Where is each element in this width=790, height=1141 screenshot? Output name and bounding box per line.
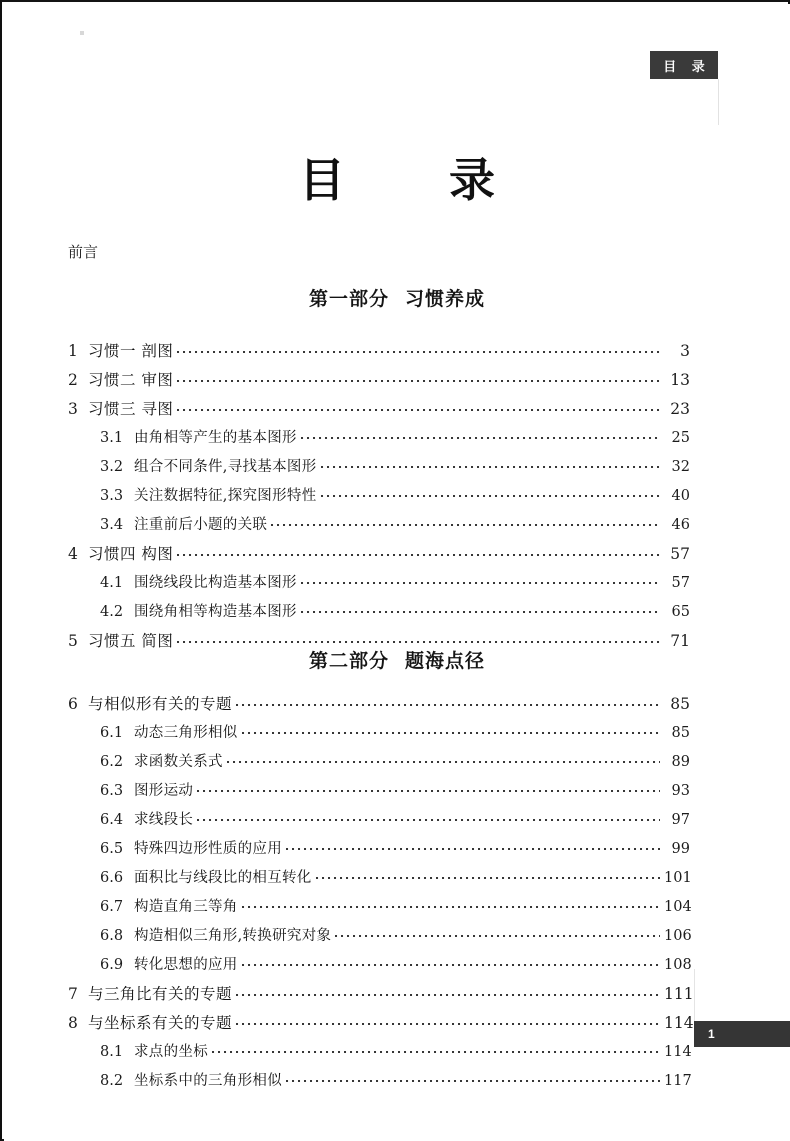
toc-entry-title: 由角相等产生的基本图形	[134, 430, 297, 446]
toc-entry-page: 85	[670, 695, 690, 713]
toc-entry-number: 8.1	[100, 1044, 124, 1060]
page-title: 目 录	[298, 153, 539, 207]
toc-entry-number: 3.1	[100, 430, 124, 446]
toc-entry-page: 117	[664, 1073, 692, 1089]
toc-entry-page: 101	[664, 870, 692, 886]
page-paper	[4, 4, 790, 1141]
toc-entry-title: 习惯一 剖图	[88, 342, 174, 360]
toc-leader-dots	[242, 723, 660, 738]
toc-entry[interactable]	[68, 953, 690, 982]
toc-entry-title: 构造相似三角形,转换研究对象	[134, 928, 332, 944]
toc-entry[interactable]	[68, 513, 690, 542]
toc-entry-number: 3.2	[100, 459, 124, 475]
toc-list-part-2	[68, 692, 694, 1098]
toc-leader-dots	[321, 457, 660, 472]
toc-leader-dots	[236, 694, 660, 710]
toc-leader-dots	[177, 370, 660, 386]
toc-leader-dots	[212, 1042, 660, 1057]
part-1-title: 习惯养成	[405, 288, 486, 310]
toc-entry-page: 89	[671, 754, 690, 770]
toc-entry[interactable]	[68, 339, 690, 368]
toc-entry[interactable]	[68, 837, 690, 866]
toc-leader-dots	[321, 486, 660, 501]
toc-leader-dots	[301, 573, 660, 588]
toc-entry[interactable]	[68, 750, 690, 779]
toc-leader-dots	[177, 544, 660, 560]
toc-entry-title: 与三角比有关的专题	[88, 985, 233, 1003]
toc-leader-dots	[316, 868, 660, 883]
toc-entry-number: 2	[68, 371, 78, 389]
footer-page-tab	[694, 1021, 790, 1047]
toc-entry-number: 7	[68, 985, 78, 1003]
toc-entry[interactable]	[68, 895, 690, 924]
toc-entry-page: 114	[664, 1014, 694, 1032]
toc-leader-dots	[177, 341, 660, 357]
toc-entry-page: 85	[671, 725, 690, 741]
toc-leader-dots	[197, 810, 660, 825]
toc-entry-title: 围绕线段比构造基本图形	[134, 575, 297, 591]
toc-entry-page: 57	[671, 575, 690, 591]
toc-leader-dots	[242, 955, 660, 970]
toc-entry[interactable]	[68, 455, 690, 484]
toc-leader-dots	[286, 1071, 660, 1086]
toc-entry-number: 6.8	[100, 928, 124, 944]
toc-leader-dots	[242, 897, 660, 912]
toc-entry[interactable]	[68, 1069, 690, 1098]
toc-leader-dots	[197, 781, 660, 796]
part-2-number: 第二部分	[308, 650, 389, 672]
toc-entry-title: 转化思想的应用	[134, 957, 238, 973]
header-rule	[718, 79, 719, 125]
toc-leader-dots	[301, 602, 660, 617]
toc-entry-number: 6.2	[100, 754, 124, 770]
toc-list-part-1	[68, 339, 690, 658]
toc-entry[interactable]	[68, 692, 690, 721]
toc-entry-page: 46	[671, 517, 690, 533]
footer-rule	[694, 969, 695, 1021]
toc-entry-title: 关注数据特征,探究图形特性	[134, 488, 317, 504]
toc-entry-title: 注重前后小题的关联	[134, 517, 268, 533]
toc-entry-title: 图形运动	[134, 783, 194, 799]
toc-entry[interactable]	[68, 600, 690, 629]
toc-entry-number: 6.9	[100, 957, 124, 973]
toc-entry-number: 6.3	[100, 783, 124, 799]
toc-entry-number: 6.7	[100, 899, 124, 915]
toc-entry-number: 3.3	[100, 488, 124, 504]
toc-entry-page: 57	[670, 545, 690, 563]
toc-entry-title: 求线段长	[134, 812, 194, 828]
toc-entry-number: 3.4	[100, 517, 124, 533]
toc-entry-page: 99	[671, 841, 690, 857]
toc-entry-number: 4	[68, 545, 78, 563]
toc-leader-dots	[335, 926, 660, 941]
toc-leader-dots	[227, 752, 660, 767]
toc-entry[interactable]	[68, 484, 690, 513]
toc-entry-page: 108	[664, 957, 692, 973]
toc-leader-dots	[236, 984, 660, 1000]
toc-entry[interactable]	[68, 866, 690, 895]
toc-entry-title: 特殊四边形性质的应用	[134, 841, 282, 857]
toc-entry-title: 围绕角相等构造基本图形	[134, 604, 297, 620]
part-heading-2	[4, 646, 790, 673]
toc-entry-title: 与坐标系有关的专题	[88, 1014, 233, 1032]
toc-entry-number: 1	[68, 342, 78, 360]
toc-entry[interactable]	[68, 982, 694, 1011]
toc-entry[interactable]	[68, 1011, 694, 1040]
toc-leader-dots	[177, 399, 660, 415]
toc-entry-number: 4.1	[100, 575, 124, 591]
toc-entry[interactable]	[68, 542, 690, 571]
toc-entry-number: 6.5	[100, 841, 124, 857]
part-1-number: 第一部分	[308, 288, 389, 310]
toc-entry-page: 3	[680, 342, 690, 360]
toc-entry-page: 40	[671, 488, 690, 504]
toc-entry-page: 111	[664, 985, 694, 1003]
toc-entry-number: 3	[68, 400, 78, 418]
toc-entry-page: 93	[671, 783, 690, 799]
toc-entry-number: 6.4	[100, 812, 124, 828]
part-2-title: 题海点径	[405, 650, 486, 672]
toc-entry[interactable]	[68, 571, 690, 600]
toc-entry-title: 习惯二 审图	[88, 371, 174, 389]
toc-entry[interactable]	[68, 924, 690, 953]
footer-page-number: 1	[708, 1027, 715, 1041]
toc-entry-number: 5	[68, 632, 78, 650]
toc-leader-dots	[286, 839, 660, 854]
toc-entry-title: 组合不同条件,寻找基本图形	[134, 459, 317, 475]
toc-leader-dots	[301, 428, 660, 443]
toc-entry-title: 与相似形有关的专题	[88, 695, 233, 713]
toc-entry[interactable]	[68, 397, 690, 426]
part-heading-1	[4, 284, 790, 311]
preface-entry: 前言	[68, 243, 99, 261]
toc-entry-number: 8	[68, 1014, 78, 1032]
toc-entry-page: 114	[664, 1044, 692, 1060]
toc-entry-page: 97	[671, 812, 690, 828]
toc-entry-page: 71	[670, 632, 690, 650]
toc-entry-title: 坐标系中的三角形相似	[134, 1073, 282, 1089]
toc-entry-page: 23	[670, 400, 690, 418]
toc-entry[interactable]	[68, 1040, 690, 1069]
scan-speck	[80, 31, 84, 35]
toc-entry-title: 习惯五 简图	[88, 632, 174, 650]
toc-entry-page: 32	[671, 459, 690, 475]
toc-leader-dots	[271, 515, 660, 530]
toc-entry[interactable]	[68, 721, 690, 750]
running-header-label: 目 录	[663, 58, 711, 74]
toc-entry-number: 6.6	[100, 870, 124, 886]
toc-entry[interactable]	[68, 779, 690, 808]
toc-entry-title: 求函数关系式	[134, 754, 223, 770]
toc-entry[interactable]	[68, 808, 690, 837]
toc-entry-page: 106	[664, 928, 692, 944]
running-header-tab	[650, 51, 718, 79]
toc-entry-title: 动态三角形相似	[134, 725, 238, 741]
toc-entry-title: 构造直角三等角	[134, 899, 238, 915]
toc-entry[interactable]	[68, 426, 690, 455]
toc-entry-number: 6	[68, 695, 78, 713]
toc-entry-title: 习惯四 构图	[88, 545, 174, 563]
toc-entry-page: 65	[671, 604, 690, 620]
toc-entry[interactable]	[68, 368, 690, 397]
toc-entry-title: 求点的坐标	[134, 1044, 208, 1060]
toc-entry-page: 104	[664, 899, 692, 915]
toc-leader-dots	[177, 631, 660, 647]
toc-entry-title: 习惯三 寻图	[88, 400, 174, 418]
toc-entry-page: 13	[670, 371, 690, 389]
toc-entry-number: 8.2	[100, 1073, 124, 1089]
toc-entry-number: 4.2	[100, 604, 124, 620]
toc-entry-page: 25	[671, 430, 690, 446]
toc-entry-title: 面积比与线段比的相互转化	[134, 870, 312, 886]
toc-entry-number: 6.1	[100, 725, 124, 741]
toc-leader-dots	[236, 1013, 660, 1029]
